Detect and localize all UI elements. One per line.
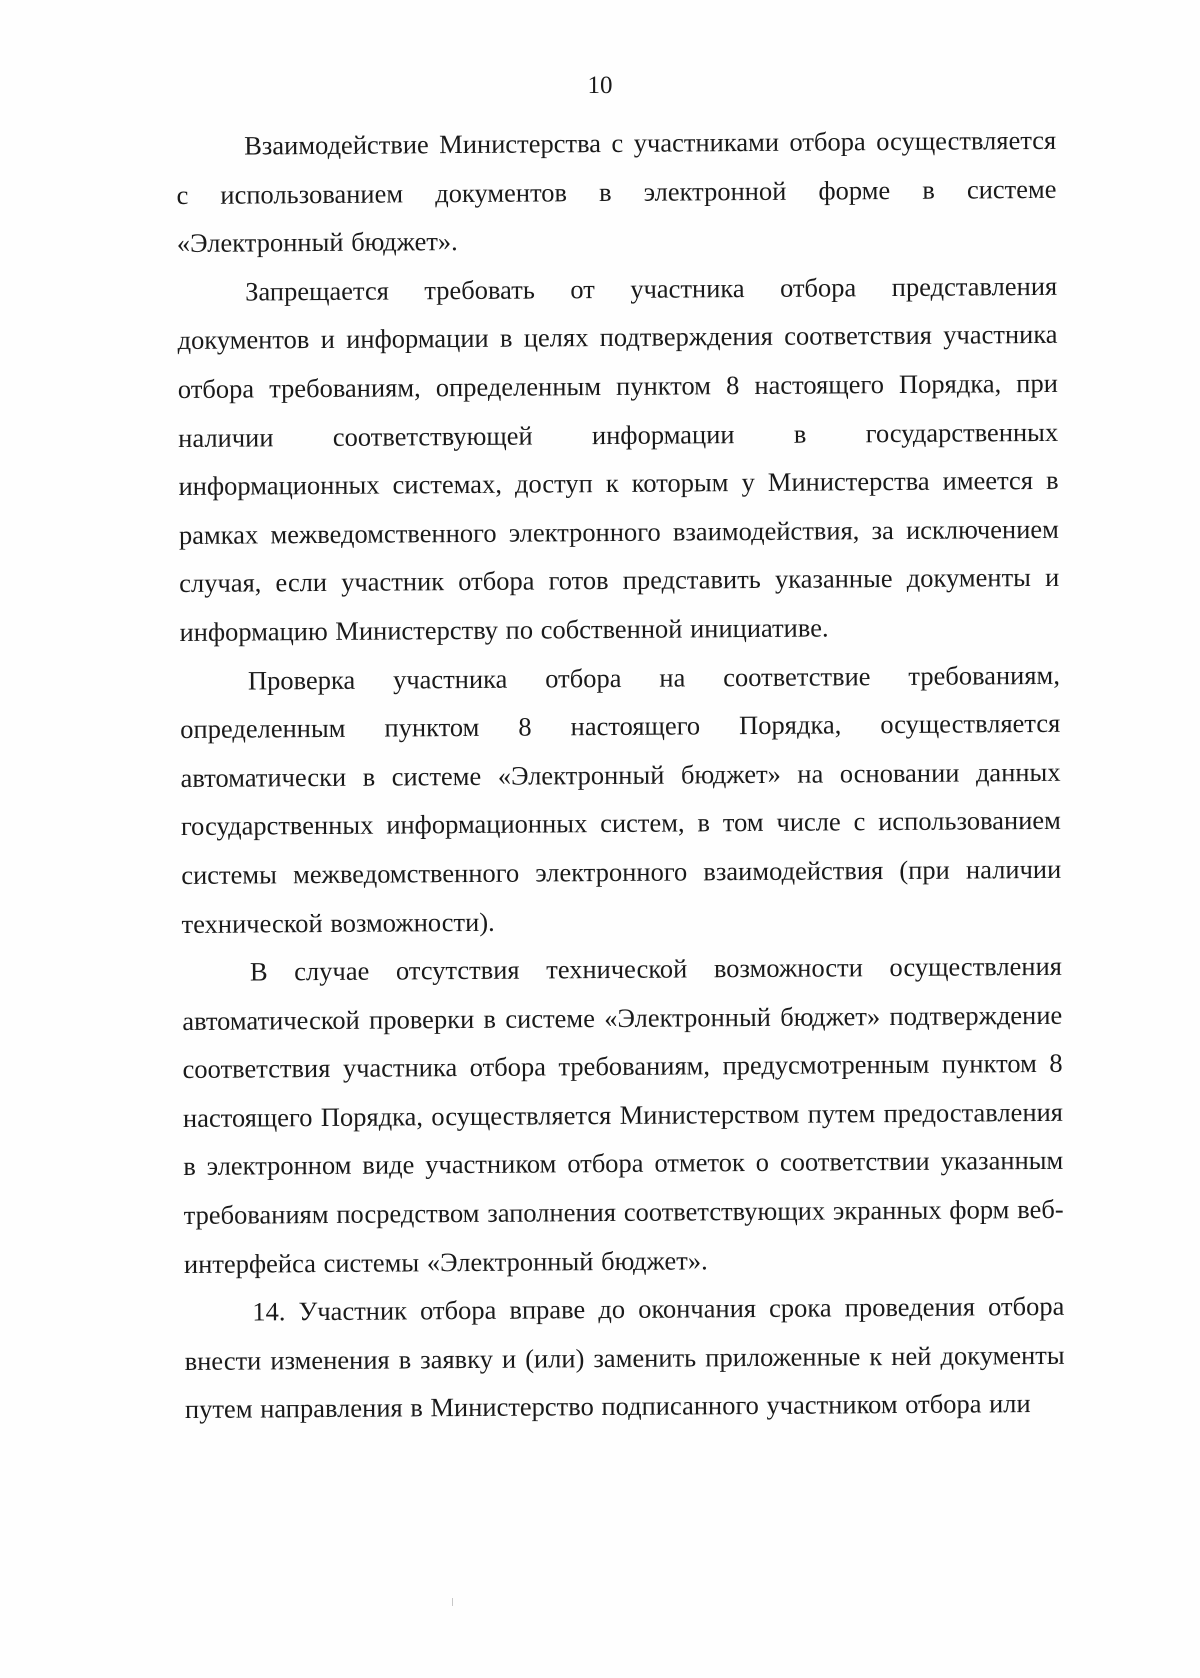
document-body	[176, 116, 1065, 1434]
paragraph-prohibition: Запрещается требовать от участника отбора представления документов и информации в целях подтверждения соответствия участника отбора требованиям, определенным пунктом 8 настоящего Порядка, при наличии соответствующей информации в государственных информационных системах, доступ к которым у Министерства имеется в рамках межведомственного электронного взаимодействия, за исключением случая, если участник отбора готов представить указанные документы и информацию Министерству по собственной инициативе.	[177, 270, 1060, 647]
paragraph-verification: Проверка участника отбора на соответствие требованиям, определенным пунктом 8 настоящего Порядка, осуществляется автоматически в системе «Электронный бюджет» на основании данных государственных информационных систем, в том числе с использованием системы межведомственного электронного взаимодействия (при наличии технической возможности).	[180, 659, 1062, 939]
paragraph-interaction: Взаимодействие Министерства с участниками отбора осуществляется с использованием документов в электронной форме в системе «Электронный бюджет».	[176, 124, 1057, 259]
paragraph-manual-confirmation: В случае отсутствия технической возможности осуществления автоматической проверки в системе «Электронный бюджет» подтверждение соответствия участника отбора требованиям, предусмотренным пунктом 8 настоящего Порядка, осуществляется Министерством путем предоставления в электронном виде участником отбора отметок о соответствии указанным требованиям посредством заполнения соответствующих экранных форм веб-интерфейса системы «Электронный бюджет».	[182, 950, 1064, 1279]
page-number: 10	[587, 72, 613, 99]
paragraph-item-14: 14. Участник отбора вправе до окончания срока проведения отбора внести изменения в заявку и (или) заменить приложенные к ней документы путем направления в Министерство подписанного участником отбора или	[184, 1291, 1065, 1425]
scan-artifact	[452, 1598, 453, 1606]
